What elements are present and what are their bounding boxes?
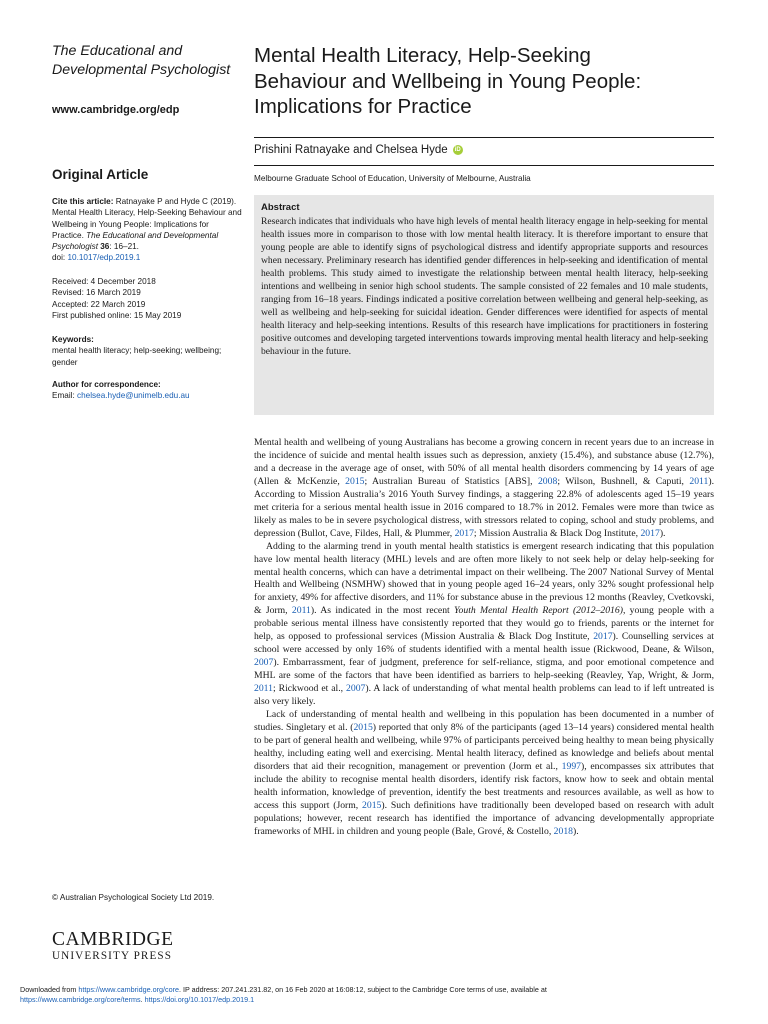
citation-link[interactable]: 2007	[254, 657, 274, 669]
footer-doi-link[interactable]: https://doi.org/10.1017/edp.2019.1	[144, 994, 255, 1004]
citation-link[interactable]: 2008	[537, 475, 558, 487]
citation-link[interactable]: 2007	[346, 683, 366, 695]
journal-name-line2: Developmental Psychologist	[52, 62, 231, 78]
citation-link[interactable]: 2018	[553, 825, 574, 837]
dates-block	[52, 276, 242, 321]
date-accepted: Accepted: 22 March 2019	[52, 299, 146, 309]
citation-link[interactable]: 2015	[345, 475, 365, 487]
orcid-icon[interactable]: iD	[454, 147, 461, 153]
citation-link[interactable]: 2011	[689, 475, 709, 487]
title-line2: Behaviour and Wellbeing in Young People:	[254, 69, 642, 93]
paragraph-1: Mental health and wellbeing of young Australians has become a growing concern in recent years due to an increase in the incidence of suicide and mental health issues such as depression, anxiety (15.4%), and substance abuse (12.7%), and a decrease in the average age of onset, with 50% of all mental health disorders commencing by 14 years of age (Allen & McKenzie, 2015; Australian Bureau of Statistics [ABS], 2008; Wilson, Bushnell, & Caputi, 2011). According to Mission Australia’s 2016 Youth Survey findings, a staggering 22.8% of adolescents aged 15–19 years met criteria for a serious mental health issue in 2016 compared to 18.7% in 2012. Females were more than twice as likely as males to be in severe psychological distress, with stressors related to coping, school and study problems, and depression (Bullot, Cave, Fildes, Hall, & Plummer, 2017; Mission Australia & Black Dog Institute, 2017).	[254, 437, 714, 539]
author-names: Prishini Ratnayake and Chelsea Hyde	[254, 144, 448, 156]
publisher-logo	[52, 930, 202, 962]
doi-label: doi:	[52, 253, 66, 263]
authors	[254, 144, 463, 156]
date-published: First published online: 15 May 2019	[52, 310, 182, 320]
keywords-label: Keywords:	[52, 335, 94, 344]
email-label: Email:	[52, 391, 75, 401]
body-text	[254, 437, 714, 839]
journal-name-line1: The Educational and	[52, 43, 183, 59]
journal-name	[52, 42, 242, 80]
cite-block	[52, 196, 242, 264]
footer-terms-link[interactable]: https://www.cambridge.org/core/terms	[20, 994, 141, 1004]
abstract-text: Research indicates that individuals who have high levels of mental health literacy engage in help-seeking for mental health issues more in comparison to those with low mental health literacy. It is therefore important to ensure that young people are able to identify signs of psychological distress and identify appropriate supports and resources when necessary. Preliminary research has identified gender differences in help-seeking and identification of mental health problems. This study aimed to investigate the relationship between mental health literacy, help-seeking intentions and wellbeing in senior high school students. The sample consisted of 22 females and 10 male students, ranging from 16–18 years. Findings indicated a positive correlation between wellbeing and general help-seeking, as well as wellbeing and help-seeking for suicidal ideation. Gender differences were identified for aspects of mental health literacy and help-seeking intentions. Results of this research have implications for practitioners in fostering positive outcomes and developing targeted interventions towards improving mental health literacy and help-seeking behaviour in the future.	[261, 216, 708, 357]
title-line1: Mental Health Literacy, Help-Seeking	[254, 44, 591, 67]
publisher-name: CAMBRIDGE	[52, 929, 174, 950]
title-line3: Implications for Practice	[254, 95, 472, 118]
keywords-block	[52, 334, 242, 368]
citation-link[interactable]: 2017	[454, 527, 474, 539]
keywords-text: mental health literacy; help-seeking; wellbeing; gender	[52, 346, 222, 367]
cite-volume: 36	[100, 242, 110, 252]
email-link[interactable]: chelsea.hyde@unimelb.edu.au	[77, 391, 190, 401]
cite-pages: : 16–21.	[109, 242, 139, 252]
citation-link[interactable]: 1997	[561, 760, 581, 772]
citation-link[interactable]: 2017	[640, 527, 660, 539]
title-divider	[254, 137, 714, 138]
authors-divider	[254, 165, 714, 166]
footer-text: . IP address: 207.241.231.82, on 16 Feb 2020 at 16:08:12, subject to the Cambridge Core terms of use, available at	[179, 985, 547, 994]
citation-link[interactable]: 2017	[593, 631, 613, 643]
footer-text: .	[140, 994, 145, 1004]
copyright: © Australian Psychological Society Ltd 2019.	[52, 893, 215, 902]
report-title: Youth Mental Health Report (2012–2016)	[454, 605, 623, 617]
paragraph-2: Adding to the alarming trend in youth mental health statistics is emergent research indicating that this population have low mental health literacy (MHL) levels and are often more likely to not seek help or delay help-seeking for mental health concerns, which can have a detrimental impact on their wellbeing. The 2007 National Survey of Mental Health and Wellbeing (NSMHW) showed that in young people aged 16–24 years, only 32% sought professional help for anxiety, 49% for affective disorders, and 11% for substance abuse in the previous 12 months (Reavley, Cvetkovski, & Jorm, 2011). As indicated in the most recent Youth Mental Health Report (2012–2016), young people with a probable serious mental illness have consistently reported that they would go to friends, parents or the internet for help, as opposed to professional services (Mission Australia & Black Dog Institute, 2017). Counselling services at school were accessed by only 16% of students identified with a mental health issue (Rickwood, Deane, & Wilson, 2007). Embarrassment, fear of judgment, preference for self-reliance, stigma, and poor emotional competence and MHL are some of the factors that have been identified as barriers to help-seeking (Reavley, Yap, Wright, & Jorm, 2011; Rickwood et al., 2007). A lack of understanding of what mental health problems can lead to if left untreated is also very likely.	[254, 540, 715, 708]
date-received: Received: 4 December 2018	[52, 277, 156, 286]
footer-text: Downloaded from	[20, 985, 79, 994]
correspondence-block	[52, 379, 242, 402]
abstract-heading: Abstract	[261, 202, 300, 213]
abstract-box	[254, 195, 714, 415]
journal-url[interactable]: www.cambridge.org/edp	[52, 104, 180, 116]
affiliation: Melbourne Graduate School of Education, University of Melbourne, Australia	[254, 174, 531, 183]
publisher-press: UNIVERSITY PRESS	[52, 950, 173, 962]
citation-link[interactable]: 2011	[291, 605, 311, 617]
cite-journal: The Educational and Developmental Psychologist	[52, 230, 219, 252]
footer-core-link[interactable]: https://www.cambridge.org/core	[78, 985, 180, 994]
article-title	[254, 43, 724, 120]
cite-label: Cite this article:	[52, 197, 114, 206]
citation-link[interactable]: 2011	[254, 683, 273, 695]
paragraph-3: Lack of understanding of mental health and wellbeing in this population has been documented in a number of studies. Singletary et al. (2015) reported that only 8% of the participants (aged 13–14 years) considered mental health to be part of general health and wellbeing, while 97% of participants perceived being healthy to mean being physically healthy, including eating well and exercising. Mental health literacy, defined as knowledge and beliefs about mental disorders that aid their recognition, management or prevention (Jorm et al., 1997), encompasses six attributes that include the ability to recognise mental health disorders, identify risk factors, know how to seek and obtain mental health information, knowledge of prevention, identify the best treatments and resources available, as well as how to access this support (Jorm, 2015). Such definitions have traditionally been developed based on research with adult populations; however, recent research has identified the importance of advancing developmentally appropriate frameworks of MHL in children and young people (Bale, Grové, & Costello, 2018).	[254, 709, 715, 837]
cite-text: Ratnayake P and Hyde C (2019). Mental Health Literacy, Help-Seeking Behaviour and Wellbeing in Young People: Implications for Practice.	[52, 197, 242, 240]
correspondence-label: Author for correspondence:	[52, 380, 161, 389]
doi-link[interactable]: 10.1017/edp.2019.1	[67, 253, 141, 263]
date-revised: Revised: 16 March 2019	[52, 288, 141, 298]
download-footer	[20, 985, 750, 1004]
citation-link[interactable]: 2015	[362, 799, 382, 811]
article-type: Original Article	[52, 167, 149, 182]
citation-link[interactable]: 2015	[353, 721, 373, 733]
